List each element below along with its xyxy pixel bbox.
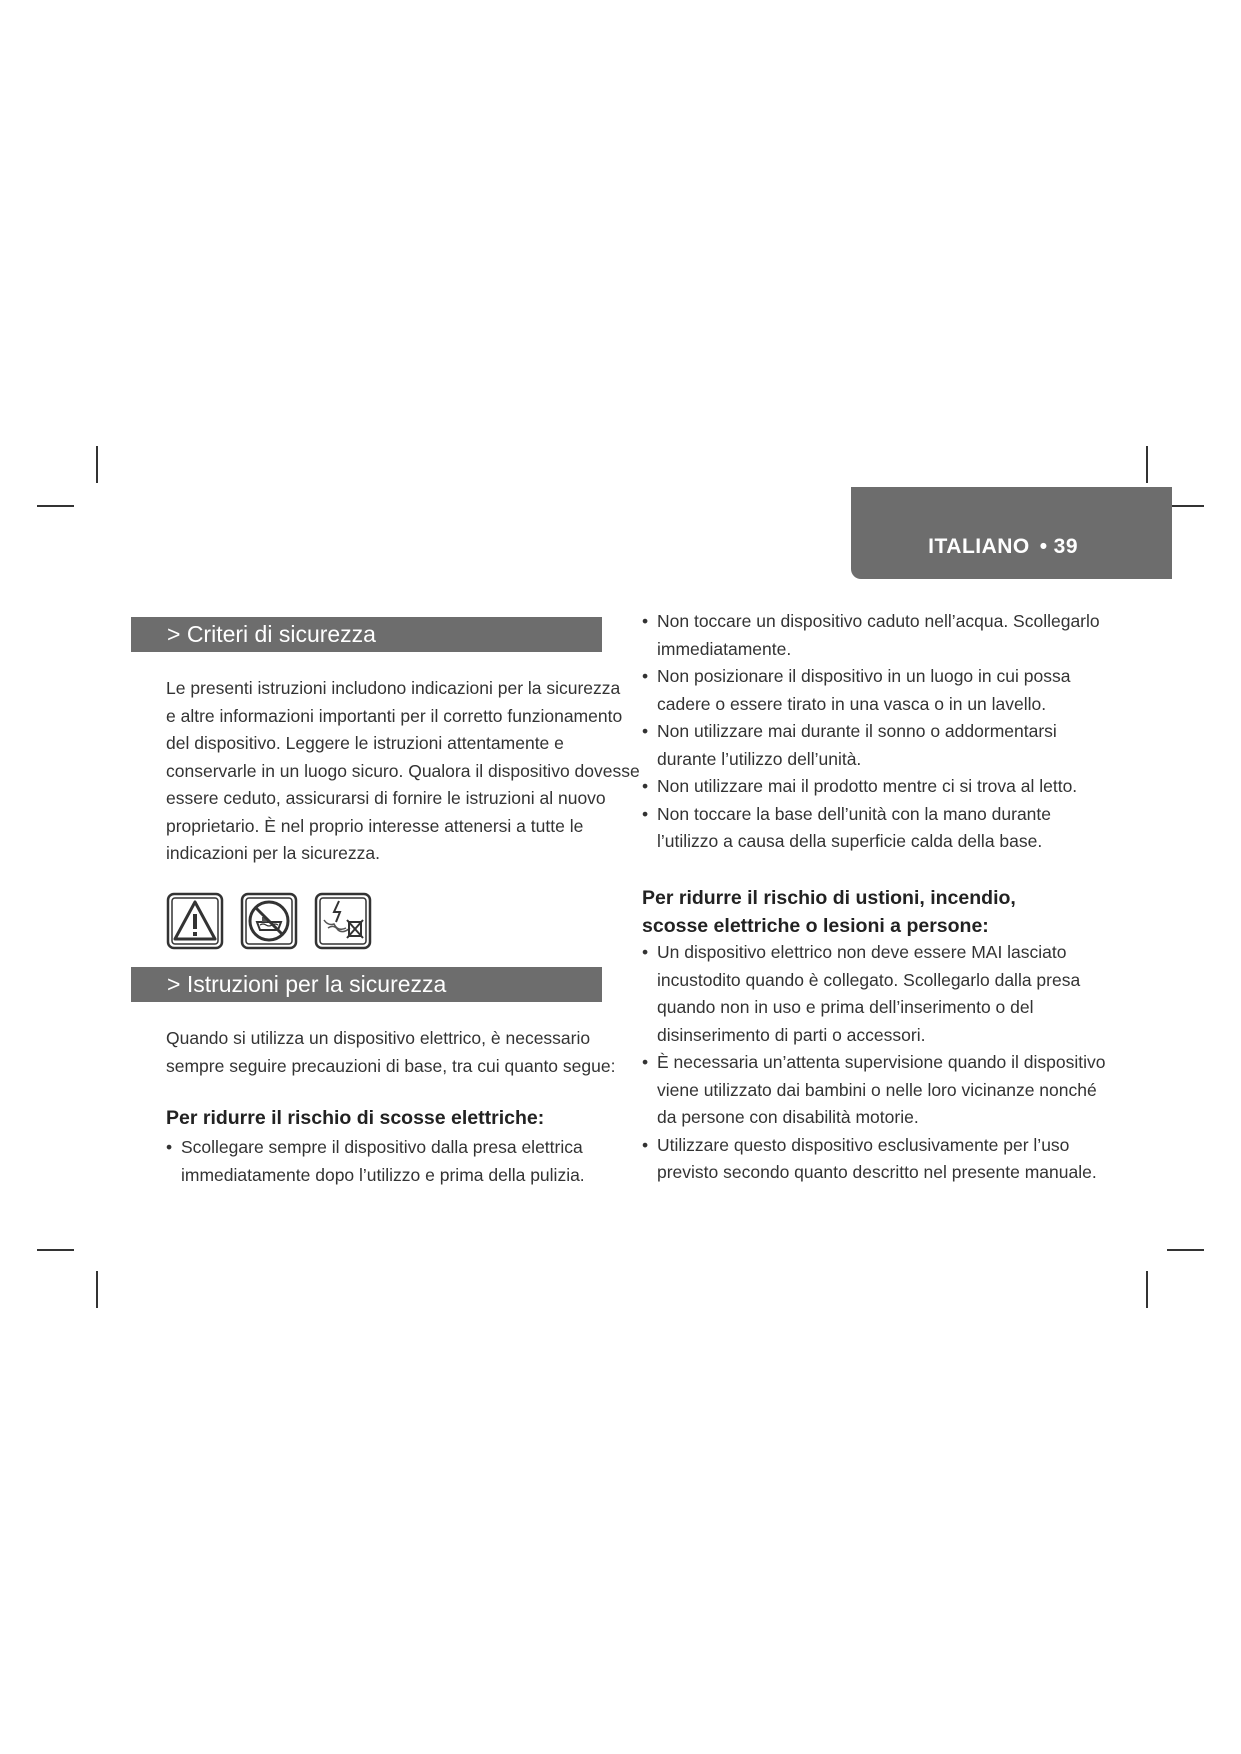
list-item bbox=[642, 608, 1100, 663]
heading-line: Per ridurre il rischio di ustioni, incendio, bbox=[642, 887, 1016, 909]
crop-mark bbox=[1167, 1249, 1204, 1251]
crop-mark bbox=[37, 1249, 74, 1251]
bottom-bullet-list bbox=[642, 939, 1105, 1187]
electric-shock-water-icon bbox=[314, 892, 372, 950]
page-number: 39 bbox=[1053, 535, 1078, 558]
text-line: Scollegare sempre il dispositivo dalla presa elettrica bbox=[181, 1137, 583, 1157]
warning-triangle-icon bbox=[166, 892, 224, 950]
text-line: Utilizzare questo dispositivo esclusivamente per l’uso bbox=[657, 1134, 1070, 1155]
crop-mark bbox=[96, 1271, 98, 1308]
section-title-criteri: > Criteri di sicurezza bbox=[131, 617, 602, 652]
bullet-icon: • bbox=[642, 1052, 649, 1072]
text-line: Le presenti istruzioni includono indicazioni per la sicurezza bbox=[166, 678, 621, 698]
bullet-icon: • bbox=[642, 942, 649, 962]
text-line: Non utilizzare mai il prodotto mentre ci si trova al letto. bbox=[657, 776, 1078, 796]
heading-line: scosse elettriche o lesioni a persone: bbox=[642, 915, 989, 937]
language-tab bbox=[851, 487, 1172, 579]
bullet-icon: • bbox=[642, 1134, 649, 1155]
text-line: sempre seguire precauzioni di base, tra cui quanto segue: bbox=[166, 1055, 616, 1076]
shock-bullet-list bbox=[166, 1134, 585, 1189]
text-line: incustodito quando è collegato. Scollegarlo dalla presa bbox=[657, 969, 1081, 990]
text-line: essere ceduto, assicurarsi di fornire le istruzioni al nuovo bbox=[166, 788, 606, 808]
text-line: previsto secondo quanto descritto nel presente manuale. bbox=[657, 1162, 1097, 1182]
crop-mark bbox=[1167, 505, 1204, 507]
text-line: proprietario. È nel proprio interesse attenersi a tutte le bbox=[166, 815, 584, 836]
burn-heading bbox=[642, 884, 1016, 940]
instructions-paragraph bbox=[166, 1025, 615, 1080]
section-title-istruzioni: > Istruzioni per la sicurezza bbox=[131, 967, 602, 1002]
list-item bbox=[642, 1049, 1105, 1132]
text-line: quando non in uso e prima dell’inserimento o del bbox=[657, 997, 1034, 1017]
text-line: cadere o essere tirato in una vasca o in un lavello. bbox=[657, 693, 1047, 714]
list-item bbox=[642, 663, 1100, 718]
intro-paragraph bbox=[166, 675, 640, 868]
top-bullet-list bbox=[642, 608, 1100, 856]
no-bath-icon bbox=[240, 892, 298, 950]
text-line: durante l’utilizzo dell’unità. bbox=[657, 748, 862, 769]
bullet-icon: • bbox=[642, 803, 649, 824]
separator: • bbox=[1039, 535, 1048, 558]
bullet-icon: • bbox=[166, 1137, 173, 1157]
text-line: l’utilizzo a causa della superficie calda della base. bbox=[657, 831, 1043, 851]
list-item bbox=[642, 1132, 1105, 1187]
list-item bbox=[166, 1134, 585, 1189]
list-item bbox=[642, 801, 1100, 856]
text-line: Un dispositivo elettrico non deve essere MAI lasciato bbox=[657, 942, 1067, 962]
crop-mark bbox=[1146, 1271, 1148, 1308]
list-item bbox=[642, 939, 1105, 1049]
crop-mark bbox=[96, 446, 98, 483]
text-line: immediatamente. bbox=[657, 638, 792, 659]
text-line: disinserimento di parti o accessori. bbox=[657, 1024, 926, 1045]
bullet-icon: • bbox=[642, 721, 649, 741]
page-header bbox=[928, 535, 1078, 559]
text-line: È necessaria un’attenta supervisione quando il dispositivo bbox=[657, 1052, 1106, 1072]
text-line: Non toccare un dispositivo caduto nell’acqua. Scollegarlo bbox=[657, 611, 1100, 631]
text-line: immediatamente dopo l’utilizzo e prima della pulizia. bbox=[181, 1164, 585, 1185]
shock-heading: Per ridurre il rischio di scosse elettriche: bbox=[166, 1107, 545, 1129]
list-item bbox=[642, 718, 1100, 773]
crop-mark bbox=[37, 505, 74, 507]
list-item bbox=[642, 773, 1100, 801]
bullet-icon: • bbox=[642, 611, 649, 631]
text-line: Non utilizzare mai durante il sonno o addormentarsi bbox=[657, 721, 1057, 741]
text-line: Quando si utilizza un dispositivo elettrico, è necessario bbox=[166, 1028, 591, 1048]
text-line: Non posizionare il dispositivo in un luogo in cui possa bbox=[657, 666, 1071, 686]
crop-mark bbox=[1146, 446, 1148, 483]
text-line: indicazioni per la sicurezza. bbox=[166, 843, 380, 863]
text-line: conservarle in un luogo sicuro. Qualora il dispositivo dovesse bbox=[166, 760, 640, 781]
text-line: del dispositivo. Leggere le istruzioni attentamente e bbox=[166, 733, 564, 753]
language-label: ITALIANO bbox=[928, 535, 1030, 558]
bullet-icon: • bbox=[642, 776, 649, 796]
text-line: viene utilizzato dai bambini o nelle loro vicinanze nonché bbox=[657, 1079, 1097, 1100]
text-line: e altre informazioni importanti per il corretto funzionamento bbox=[166, 705, 623, 726]
text-line: Non toccare la base dell’unità con la mano durante bbox=[657, 803, 1051, 824]
text-line: da persone con disabilità motorie. bbox=[657, 1107, 919, 1127]
bullet-icon: • bbox=[642, 666, 649, 686]
